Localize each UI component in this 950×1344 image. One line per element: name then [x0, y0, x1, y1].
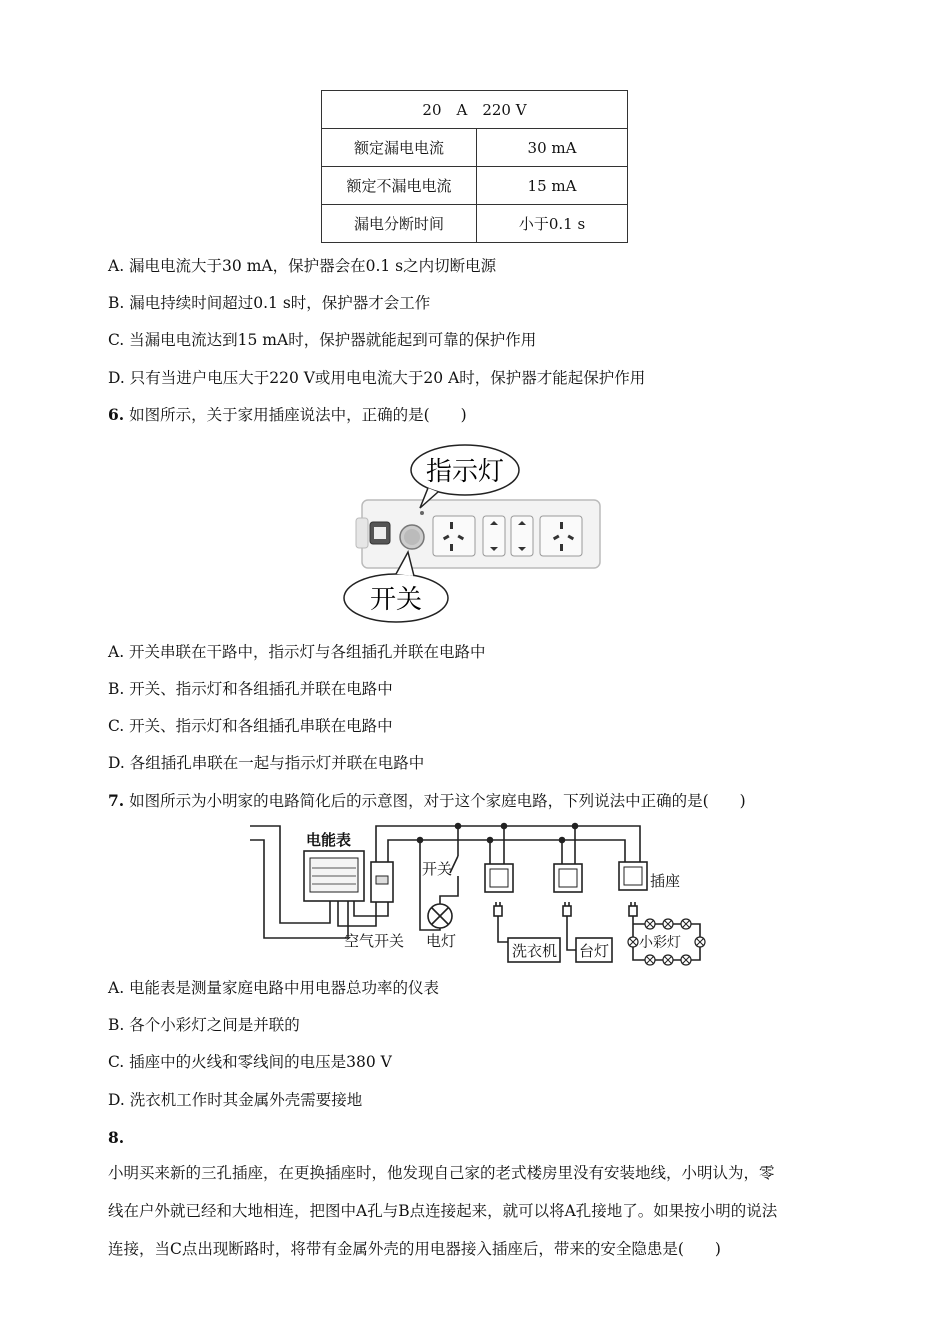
table-row	[322, 205, 628, 243]
switch-label: 开关	[422, 860, 453, 878]
q7-option-a: A. 电能表是测量家庭电路中用电器总功率的仪表	[108, 979, 440, 997]
q8-stem	[108, 1154, 843, 1268]
q6-option-b: B. 开关、指示灯和各组插孔并联在电路中	[108, 680, 393, 698]
q6-stem: 如图所示，关于家用插座说法中，正确的是( )	[129, 406, 467, 424]
q6-option-c: C. 开关、指示灯和各组插孔串联在电路中	[108, 717, 393, 735]
table-cell-value: 30 mA	[477, 129, 628, 167]
power-strip-figure	[340, 440, 610, 630]
q5-option-b: B. 漏电持续时间超过0.1 s时，保护器才会工作	[108, 294, 431, 312]
table-cell-label: 额定漏电电流	[322, 129, 477, 167]
q7-option-b: B. 各个小彩灯之间是并联的	[108, 1016, 300, 1034]
indicator-callout-label: 指示灯	[425, 457, 505, 487]
breaker-label: 空气开关	[344, 932, 405, 950]
q7-option-d: D. 洗衣机工作时其金属外壳需要接地	[108, 1091, 363, 1109]
desklamp-label: 台灯	[579, 942, 610, 960]
table-cell-label: 漏电分断时间	[322, 205, 477, 243]
q5-option-d: D. 只有当进户电压大于220 V或用电电流大于20 A时，保护器才能起保护作用	[108, 369, 646, 387]
q6-stem-line	[108, 404, 467, 426]
q7-number: 7.	[108, 791, 125, 810]
q8-stem-line: 线在户外就已经和大地相连，把图中A孔与B点连接起来，就可以将A孔接地了。如果按小明的说法	[108, 1202, 778, 1220]
washer-label: 洗衣机	[512, 942, 558, 960]
table-row	[322, 167, 628, 205]
table-row	[322, 129, 628, 167]
q6-number: 6.	[108, 405, 125, 424]
q8-number: 8.	[108, 1128, 125, 1147]
q6-option-d: D. 各组插孔串联在一起与指示灯并联在电路中	[108, 754, 425, 772]
q7-stem-line	[108, 790, 746, 812]
q6-option-a: A. 开关串联在干路中，指示灯与各组插孔并联在电路中	[108, 643, 486, 661]
q7-stem: 如图所示为小明家的电路简化后的示意图，对于这个家庭电路，下列说法中正确的是( )	[129, 792, 746, 810]
table-cell-label: 额定不漏电电流	[322, 167, 477, 205]
switch-callout-label: 开关	[369, 585, 423, 615]
table-cell-value: 15 mA	[477, 167, 628, 205]
table-cell-value: 小于0.1 s	[477, 205, 628, 243]
q5-option-a: A. 漏电电流大于30 mA，保护器会在0.1 s之内切断电源	[108, 257, 497, 275]
lamp-label: 电灯	[426, 932, 457, 950]
q8-stem-line: 连接，当C点出现断路时，将带有金属外壳的用电器接入插座后，带来的安全隐患是( )	[108, 1240, 721, 1258]
meter-label: 电能表	[306, 831, 352, 849]
q7-option-c: C. 插座中的火线和零线间的电压是380 V	[108, 1053, 392, 1071]
home-circuit-figure	[240, 818, 710, 973]
socket-label: 插座	[650, 872, 681, 890]
spec-table	[321, 90, 628, 243]
string-lights-label: 小彩灯	[639, 935, 681, 951]
q5-option-c: C. 当漏电电流达到15 mA时，保护器就能起到可靠的保护作用	[108, 331, 537, 349]
q8-stem-line: 小明买来新的三孔插座，在更换插座时，他发现自己家的老式楼房里没有安装地线，小明认为，零	[108, 1164, 775, 1182]
spec-table-header: 20 A 220 V	[322, 91, 628, 129]
